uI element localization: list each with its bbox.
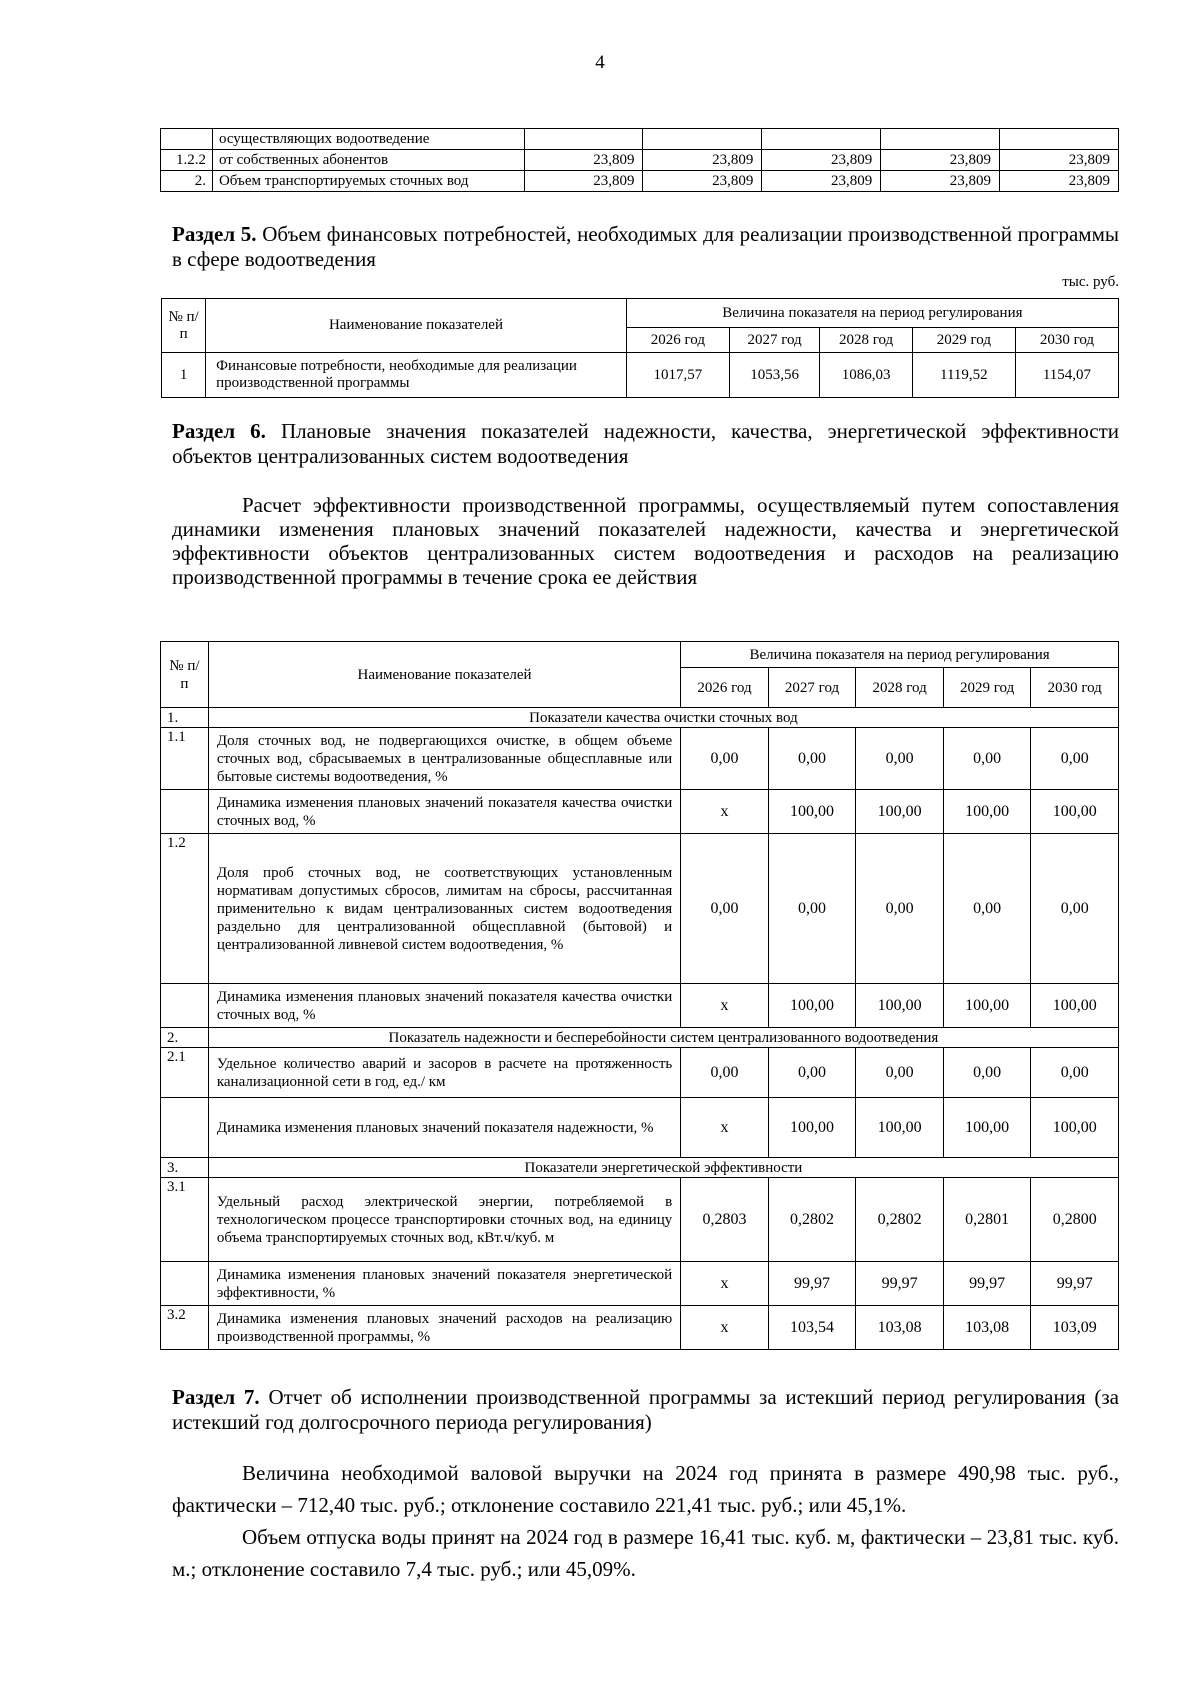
cell-value: 0,00: [1031, 1048, 1119, 1098]
cell-value: х: [681, 1098, 769, 1158]
cell-value: 100,00: [1031, 790, 1119, 834]
cell-value: 0,00: [768, 834, 856, 984]
cell-value: 23,809: [524, 150, 643, 171]
group-index: 1.: [161, 708, 209, 728]
cell-value: 0,00: [768, 1048, 856, 1098]
cell-value: 103,08: [943, 1306, 1031, 1350]
cell-value: 1119,52: [912, 353, 1015, 398]
group-title: Показатель надежности и бесперебойности систем централизованного водоотведения: [208, 1028, 1118, 1048]
cell-value: 0,2800: [1031, 1178, 1119, 1262]
cell-value: 0,2801: [943, 1178, 1031, 1262]
row-name: Удельный расход электрической энергии, потребляемой в технологическом процессе транспортировки сточных вод, на единицу объема транспортируемых сточных вод, кВт.ч/куб. м: [208, 1178, 680, 1262]
cell-value: 23,809: [1000, 171, 1119, 192]
cell-value: 99,97: [768, 1262, 856, 1306]
cell-value: 0,00: [681, 1048, 769, 1098]
row-name: Объем транспортируемых сточных вод: [212, 171, 524, 192]
indicators-table: [160, 641, 1119, 1350]
cell-value: 0,00: [856, 728, 944, 790]
cell-value: 0,2802: [768, 1178, 856, 1262]
table-row: [161, 834, 1119, 984]
section5-label: Раздел 5.: [172, 222, 257, 246]
report-paragraph: Объем отпуска воды принят на 2024 год в размере 16,41 тыс. куб. м, фактически – 23,81 тыс. куб. м.; отклонение составило 7,4 тыс. руб.; или 45,09%.: [172, 1525, 1119, 1581]
row-index: [161, 129, 213, 150]
year-header: 2028 год: [856, 668, 944, 708]
row-index: 2.1: [161, 1048, 209, 1098]
section6-heading: [172, 419, 1119, 469]
year-header: 2030 год: [1015, 328, 1118, 353]
cell-value: 23,809: [643, 171, 762, 192]
currency-unit: тыс. руб.: [1062, 274, 1119, 290]
section5-title: Объем финансовых потребностей, необходимых для реализации производственной программы в сфере водоотведения: [172, 222, 1119, 271]
cell-value: 103,54: [768, 1306, 856, 1350]
cell-value: 0,00: [943, 728, 1031, 790]
row-index: 1.2: [161, 834, 209, 984]
row-index: 1.2.2: [161, 150, 213, 171]
year-header: 2029 год: [943, 668, 1031, 708]
cell-value: 0,00: [856, 834, 944, 984]
cell-value: 0,00: [856, 1048, 944, 1098]
group-title: Показатели энергетической эффективности: [208, 1158, 1118, 1178]
cell-value: 0,00: [1031, 834, 1119, 984]
group-index: 2.: [161, 1028, 209, 1048]
cell-value: 23,809: [762, 171, 881, 192]
group-row: [161, 1158, 1119, 1178]
section7-label: Раздел 7.: [172, 1385, 260, 1409]
year-header: 2027 год: [729, 328, 819, 353]
table-row: [161, 1098, 1119, 1158]
row-index: 2.: [161, 171, 213, 192]
section7-heading: [172, 1385, 1119, 1435]
cell-value: 100,00: [943, 790, 1031, 834]
year-header: 2029 год: [912, 328, 1015, 353]
table-row: [162, 353, 1119, 398]
row-index: [161, 1262, 209, 1306]
cell-value: 1154,07: [1015, 353, 1118, 398]
cell-value: х: [681, 1262, 769, 1306]
table-row: [161, 790, 1119, 834]
group-index: 3.: [161, 1158, 209, 1178]
cell-value: х: [681, 1306, 769, 1350]
report-paragraph: Величина необходимой валовой выручки на 2024 год принята в размере 490,98 тыс. руб., фактически – 712,40 тыс. руб.; отклонение составило 221,41 тыс. руб.; или 45,1%.: [172, 1461, 1119, 1517]
table-row: [161, 728, 1119, 790]
section6-title: Плановые значения показателей надежности, качества, энергетической эффективности объектов централизованных систем водоотведения: [172, 419, 1119, 468]
cell-value: 0,00: [681, 834, 769, 984]
cell-value: 0,2802: [856, 1178, 944, 1262]
page-number: 4: [595, 52, 605, 73]
cell-value: 100,00: [1031, 1098, 1119, 1158]
cell-value: [643, 129, 762, 150]
section7-report: [172, 1457, 1119, 1585]
row-name: Динамика изменения плановых значений показателя качества очистки сточных вод, %: [208, 790, 680, 834]
table-row: [161, 1048, 1119, 1098]
table-row: [161, 129, 1119, 150]
group-title: Показатели качества очистки сточных вод: [208, 708, 1118, 728]
cell-value: 99,97: [856, 1262, 944, 1306]
cell-value: [762, 129, 881, 150]
row-index: [161, 1098, 209, 1158]
cell-value: 23,809: [881, 171, 1000, 192]
cell-value: [524, 129, 643, 150]
row-index: 3.1: [161, 1178, 209, 1262]
row-name: от собственных абонентов: [212, 150, 524, 171]
row-name: Доля проб сточных вод, не соответствующих установленным нормативам допустимых сбросов, лимитам на сбросы, рассчитанная применительно к видам централизованных систем водоотведения раздельно для централизованной общесплавной (бытовой) и централизованной ливневой систем водоотведения, %: [208, 834, 680, 984]
cell-value: 23,809: [881, 150, 1000, 171]
cell-value: 99,97: [943, 1262, 1031, 1306]
row-index: [161, 790, 209, 834]
row-name: Динамика изменения плановых значений расходов на реализацию производственной программы, %: [208, 1306, 680, 1350]
cell-value: 100,00: [768, 984, 856, 1028]
cell-value: 103,08: [856, 1306, 944, 1350]
year-header: 2027 год: [768, 668, 856, 708]
cell-value: [1000, 129, 1119, 150]
cell-value: 100,00: [856, 984, 944, 1028]
cell-value: 103,09: [1031, 1306, 1119, 1350]
cell-value: 100,00: [943, 984, 1031, 1028]
cell-value: 100,00: [1031, 984, 1119, 1028]
col-group-header: Величина показателя на период регулирования: [681, 642, 1119, 668]
year-header: 2028 год: [820, 328, 913, 353]
row-index: 3.2: [161, 1306, 209, 1350]
cell-value: 1053,56: [729, 353, 819, 398]
financial-needs-table: [161, 298, 1119, 398]
year-header: 2026 год: [626, 328, 729, 353]
cell-value: 100,00: [856, 790, 944, 834]
row-name: Динамика изменения плановых значений показателя надежности, %: [208, 1098, 680, 1158]
cell-value: 0,00: [943, 834, 1031, 984]
group-row: [161, 1028, 1119, 1048]
col-name-header: Наименование показателей: [208, 642, 680, 708]
cell-value: 1086,03: [820, 353, 913, 398]
table-row: [161, 1178, 1119, 1262]
col-num-header: № п/п: [161, 642, 209, 708]
volume-table: [160, 128, 1119, 192]
section7-title: Отчет об исполнении производственной программы за истекший период регулирования (за истекший год долгосрочного периода регулирования): [172, 1385, 1120, 1434]
table-row: [161, 1262, 1119, 1306]
cell-value: 100,00: [768, 790, 856, 834]
table-row: [161, 150, 1119, 171]
row-index: [161, 984, 209, 1028]
col-name-header: Наименование показателей: [206, 299, 627, 353]
cell-value: 23,809: [524, 171, 643, 192]
cell-value: 1017,57: [626, 353, 729, 398]
table-header-row: [161, 642, 1119, 668]
cell-value: 99,97: [1031, 1262, 1119, 1306]
row-name: Доля сточных вод, не подвергающихся очистке, в общем объеме сточных вод, сбрасываемых в централизованные общесплавные или бытовые системы водоотведения, %: [208, 728, 680, 790]
row-name: Финансовые потребности, необходимые для реализации производственной программы: [206, 353, 627, 398]
table-row: [161, 171, 1119, 192]
cell-value: 0,00: [1031, 728, 1119, 790]
cell-value: х: [681, 984, 769, 1028]
col-group-header: Величина показателя на период регулирования: [626, 299, 1118, 328]
section6-paragraph: Расчет эффективности производственной программы, осуществляемый путем сопоставления динамики изменения плановых значений показателей надежности, качества и энергетической эффективности объектов централизованных систем водоотведения и расходов на реализацию производственной программы в течение срока ее действия: [172, 493, 1119, 589]
col-num-header: № п/п: [162, 299, 206, 353]
cell-value: 100,00: [943, 1098, 1031, 1158]
cell-value: 100,00: [856, 1098, 944, 1158]
row-index: 1: [162, 353, 206, 398]
year-header: 2030 год: [1031, 668, 1119, 708]
cell-value: 23,809: [762, 150, 881, 171]
cell-value: 0,00: [943, 1048, 1031, 1098]
cell-value: х: [681, 790, 769, 834]
cell-value: 100,00: [768, 1098, 856, 1158]
table-header-row: [162, 299, 1119, 328]
table-row: [161, 1306, 1119, 1350]
row-name: осуществляющих водоотведение: [212, 129, 524, 150]
section5-heading: [172, 222, 1119, 272]
row-name: Удельное количество аварий и засоров в расчете на протяженность канализационной сети в год, ед./ км: [208, 1048, 680, 1098]
cell-value: [881, 129, 1000, 150]
cell-value: 0,2803: [681, 1178, 769, 1262]
section6-label: Раздел 6.: [172, 419, 266, 443]
cell-value: 23,809: [643, 150, 762, 171]
row-index: 1.1: [161, 728, 209, 790]
row-name: Динамика изменения плановых значений показателя качества очистки сточных вод, %: [208, 984, 680, 1028]
year-header: 2026 год: [681, 668, 769, 708]
cell-value: 0,00: [768, 728, 856, 790]
group-row: [161, 708, 1119, 728]
cell-value: 0,00: [681, 728, 769, 790]
row-name: Динамика изменения плановых значений показателя энергетической эффективности, %: [208, 1262, 680, 1306]
cell-value: 23,809: [1000, 150, 1119, 171]
table-row: [161, 984, 1119, 1028]
